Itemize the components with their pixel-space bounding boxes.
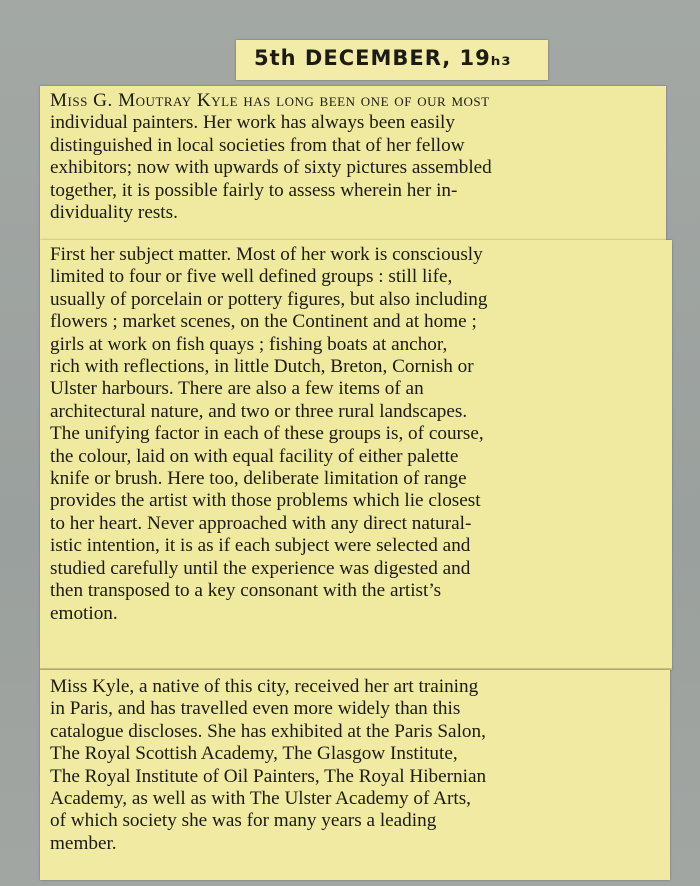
clipping-date: 5th DECEMBER, 19ₕ₃	[254, 46, 512, 70]
text-line: member.	[50, 832, 117, 854]
text-line: Miss Kyle, a native of this city, received her art training	[50, 676, 479, 697]
text-line: limited to four or five well defined groups : still life,	[50, 266, 453, 288]
text-line: The unifying factor in each of these groups is, of course,	[50, 423, 484, 445]
paragraph-3	[50, 676, 662, 855]
text-line: flowers ; market scenes, on the Continent and at home ;	[50, 311, 477, 333]
text-line: then transposed to a key consonant with the artist’s	[50, 580, 442, 602]
text-line: together, it is possible fairly to assess wherein her in-	[50, 179, 458, 201]
text-line: Miss G. Moutray Kyle has long been one of our most	[50, 90, 490, 111]
text-line: rich with reflections, in little Dutch, Breton, Cornish or	[50, 356, 474, 378]
text-line: architectural nature, and two or three rural landscapes.	[50, 400, 468, 422]
paragraph-2	[50, 244, 664, 625]
text-line: The Royal Institute of Oil Painters, The Royal Hibernian	[50, 765, 487, 787]
date-clipping	[236, 40, 548, 80]
text-line: exhibitors; now with upwards of sixty pictures assembled	[50, 157, 492, 179]
text-line: emotion.	[50, 602, 118, 624]
article-clipping-1	[40, 86, 666, 240]
text-line: to her heart. Never approached with any direct natural-	[50, 512, 472, 534]
text-line: Ulster harbours. There are also a few items of an	[50, 378, 424, 400]
text-line: distinguished in local societies from that of her fellow	[50, 134, 465, 156]
text-line: First her subject matter. Most of her work is consciously	[50, 244, 483, 265]
text-line: girls at work on fish quays ; fishing boats at anchor,	[50, 333, 448, 355]
text-line: provides the artist with those problems which lie closest	[50, 490, 481, 512]
text-line: Academy, as well as with The Ulster Academy of Arts,	[50, 788, 471, 810]
text-line: The Royal Scottish Academy, The Glasgow Institute,	[50, 743, 458, 765]
paragraph-1	[50, 90, 658, 224]
article-clipping-3	[40, 670, 670, 880]
text-line: dividuality rests.	[50, 202, 178, 224]
text-line: knife or brush. Here too, deliberate limitation of range	[50, 468, 467, 490]
text-line: of which society she was for many years a leading	[50, 810, 437, 832]
text-line: studied carefully until the experience was digested and	[50, 557, 471, 579]
text-line: usually of porcelain or pottery figures, but also including	[50, 288, 488, 310]
text-line: individual painters. Her work has always been easily	[50, 112, 455, 134]
article-clipping-2	[40, 240, 672, 670]
text-line: istic intention, it is as if each subject were selected and	[50, 535, 471, 557]
text-line: catalogue discloses. She has exhibited at the Paris Salon,	[50, 720, 486, 742]
text-line: in Paris, and has travelled even more widely than this	[50, 698, 461, 720]
text-line: the colour, laid on with equal facility of either palette	[50, 445, 459, 467]
